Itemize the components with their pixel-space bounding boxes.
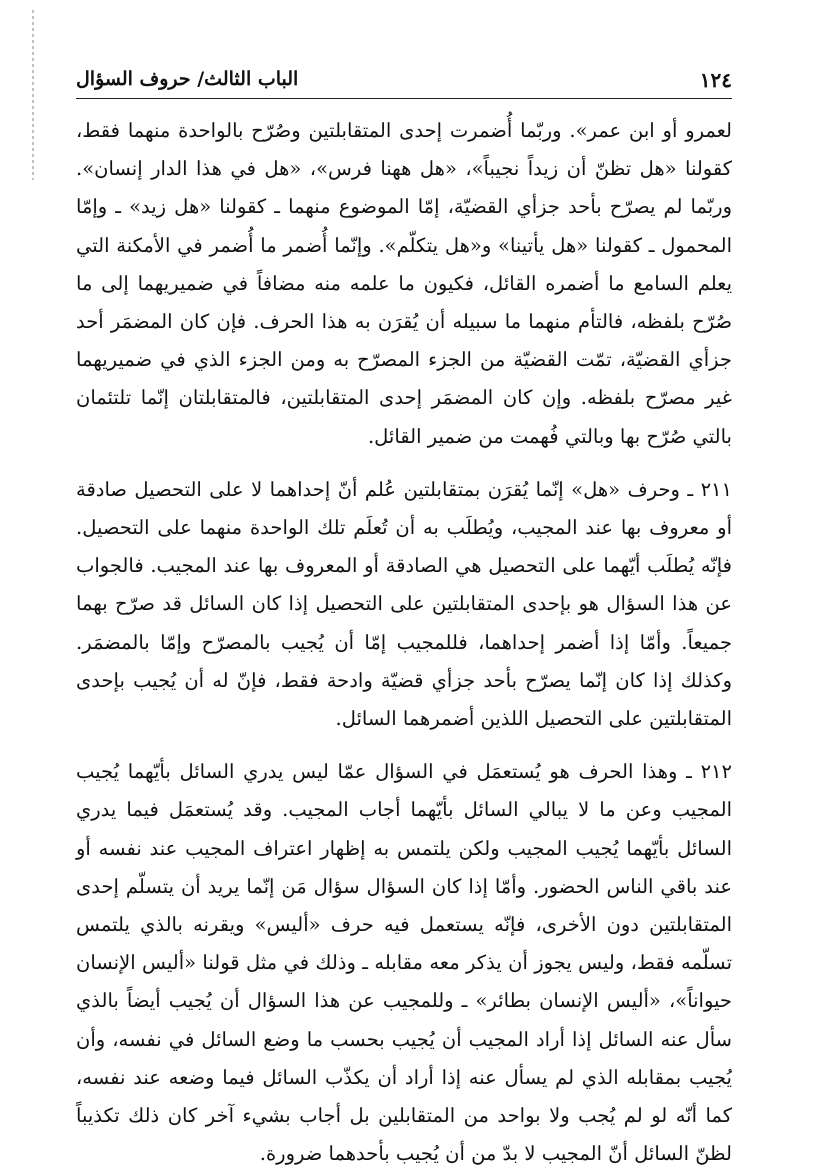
page-header xyxy=(76,64,732,99)
scan-edge-marks xyxy=(32,10,34,180)
paragraph-211: ٢١١ ـ وحرف «هل» إنّما يُقرَن بمتقابلتين عُلم أنّ إحداهما لا على التحصيل صادقة أو معروف بها عند المجيب، ويُطلَب به أن تُعلَم تلك الواحدة منهما على التحصيل. فإنّه يُطلَب أيّهما على التحصيل هي الصادقة أو المعروف بها عند المجيب. فالجواب عن هذا السؤال هو بإحدى المتقابلتين على التحصيل إذا كان السائل قد صرّح بهما جميعاً. وأمّا إذا أضمر إحداهما، فللمجيب إمّا أن يُجيب بالمصرّح وإمّا بالمضمَر. وكذلك إذا كان إنّما يصرّح بأحد جزأي قضيّة وادحة فقط، فإنّ له أن يُجيب بإحدى المتقابلتين على التحصيل اللذين أضمرهما السائل. xyxy=(76,477,732,731)
body-text xyxy=(76,112,732,1173)
paragraph-212: ٢١٢ ـ وهذا الحرف هو يُستعمَل في السؤال عمّا ليس يدري السائل بأيّهما يُجيب المجيب وعن ما لا يبالي السائل بأيّهما أجاب المجيب. وقد يُستعمَل فيما يدري السائل بأيّهما يُجيب المجيب ولكن يلتمس به إظهار اعتراف المجيب عند نفسه أو عند باقي الناس الحضور. وأمّا إذا كان السؤال سؤال مَن إنّما يريد أن يتسلّم إحدى المتقابلتين دون الأخرى، فإنّه يستعمل فيه حرف «أليس» ويقرنه بالذي يلتمس تسلّمه فقط، وليس يجوز أن يذكر معه مقابله ـ وذلك في مثل قولنا «أليس الإنسان حيواناً»، «أليس الإنسان بطائر» ـ وللمجيب عن هذا السؤال أن يُجيب أيضاً بالذي سأل عنه السائل إذا أراد المجيب أن يُجيب بحسب ما وضع السائل في نفسه، وأن يُجيب بمقابله الذي لم يسأل عنه إذا أراد أن يكذّب السائل فيما وضعه عند نفسه، كما أنّه لو لم يُجب ولا بواحد من المتقابلين بل أجاب بشيء آخر كان ذلك تكذيباً لظنّ السائل أنّ المجيب لا بدّ من أن يُجيب بأحدهما ضرورة. xyxy=(76,760,732,1166)
running-title: الباب الثالث/ حروف السؤال xyxy=(76,68,299,90)
paragraph-continued: لعمرو أو ابن عمر». وربّما أُضمرت إحدى المتقابلتين وصُرّح بالواحدة منهما فقط، كقولنا «هل تظنّ أن زيداً نجيباً»، «هل ههنا فرس»، «هل في هذا الدار إنسان». وربّما لم يصرّح بأحد جزأي القضيّة، إمّا الموضوع منهما ـ كقولنا «هل زيد» ـ وإمّا المحمول ـ كقولنا «هل يأتينا» و«هل يتكلّم». وإنّما أُضمر ما أُضمر في الأمكنة التي يعلم السامع ما أضمره القائل، فكيون ما علمه منه مضافاً في ضميريهما إلى ما صُرّح بلفظه، فالتأم منهما ما سبيله أن يُقرَن به هذا الحرف. فإن كان المضمَر أحد جزأي القضيّة، تمّت القضيّة من الجزء المصرّح به ومن الجزء الذي في ضميريهما غير مصرّح بلفظه. وإن كان المضمَر إحدى المتقابلتين، فالمتقابلتان إنّما تلتئمان بالتي صُرّح بها وبالتي فُهمت من ضمير القائل. xyxy=(76,119,732,448)
page-number: ١٢٤ xyxy=(699,68,732,92)
